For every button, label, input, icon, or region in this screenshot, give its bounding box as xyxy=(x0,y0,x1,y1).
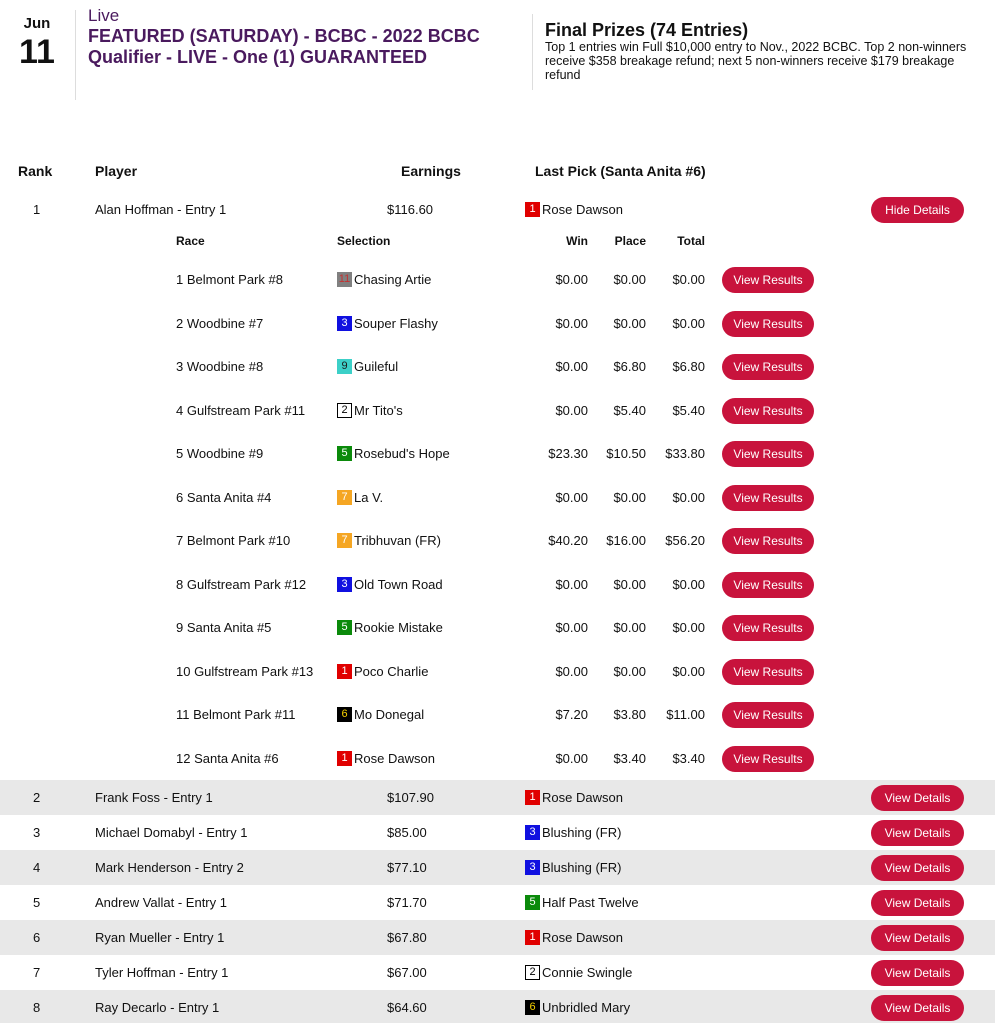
payout-total: $11.00 xyxy=(666,707,705,722)
sub-column-place: Place xyxy=(614,234,646,248)
view-results-button[interactable]: View Results xyxy=(722,659,814,685)
player-name: Mark Henderson - Entry 2 xyxy=(95,860,244,875)
saddle-cloth-badge: 1 xyxy=(525,930,540,945)
race-row xyxy=(0,563,995,607)
payout-win: $7.20 xyxy=(555,707,588,722)
event-status: Live xyxy=(88,6,120,25)
horse-name: Rose Dawson xyxy=(354,750,435,766)
rank: 2 xyxy=(33,790,41,805)
payout-place: $5.40 xyxy=(613,402,646,418)
race-name: 8 Gulfstream Park #12 xyxy=(176,576,307,592)
horse-name: Mo Donegal xyxy=(354,707,425,722)
race-name: 11 Belmont Park #11 xyxy=(176,707,296,722)
view-details-button[interactable]: View Details xyxy=(871,925,964,951)
selection xyxy=(337,737,435,780)
saddle-cloth-badge: 3 xyxy=(525,825,540,840)
horse-name: Half Past Twelve xyxy=(542,895,639,910)
horse-name: Blushing (FR) xyxy=(542,860,622,875)
view-details-button[interactable]: View Details xyxy=(871,785,964,811)
prizes-description: Top 1 entries win Full $10,000 entry to Nov., 2022 BCBC. Top 2 non-winners receive $358 breakage refund; next 5 non-winners receive $179 breakage refund xyxy=(545,40,967,82)
payout-place: $3.80 xyxy=(613,707,646,722)
saddle-cloth-badge: 6 xyxy=(337,707,352,722)
saddle-cloth-badge: 5 xyxy=(337,620,352,635)
payout-win: $0.00 xyxy=(555,359,588,374)
earnings: $64.60 xyxy=(387,1000,427,1015)
column-header-earnings: Earnings xyxy=(401,163,461,179)
sub-column-selection: Selection xyxy=(337,234,391,248)
payout-win: $0.00 xyxy=(555,489,588,505)
selection xyxy=(337,650,428,693)
horse-name: Tribhuvan (FR) xyxy=(354,533,441,548)
race-name: 5 Woodbine #9 xyxy=(176,446,264,461)
view-details-button[interactable]: View Details xyxy=(871,855,964,881)
payout-total: $0.00 xyxy=(672,315,705,331)
horse-name: Rose Dawson xyxy=(542,202,623,217)
earnings: $85.00 xyxy=(387,825,427,840)
selection xyxy=(337,693,424,736)
last-pick xyxy=(525,955,632,990)
event-month: Jun xyxy=(23,15,51,32)
horse-name: Guileful xyxy=(354,359,399,374)
rank: 8 xyxy=(33,1000,41,1015)
payout-place: $3.40 xyxy=(613,750,646,766)
payout-total: $33.80 xyxy=(665,446,705,461)
saddle-cloth-badge: 9 xyxy=(337,359,352,374)
view-results-button[interactable]: View Results xyxy=(722,441,814,467)
earnings: $77.10 xyxy=(387,860,427,875)
event-info xyxy=(88,6,508,68)
column-header-rank: Rank xyxy=(18,163,53,179)
payout-place: $0.00 xyxy=(613,272,646,287)
horse-name: Mr Tito's xyxy=(354,402,403,418)
rank: 6 xyxy=(33,930,41,945)
horse-name: Chasing Artie xyxy=(354,272,432,287)
race-name: 3 Woodbine #8 xyxy=(176,359,264,374)
saddle-cloth-badge: 11 xyxy=(338,273,351,286)
payout-win: $23.30 xyxy=(548,446,588,461)
race-name: 2 Woodbine #7 xyxy=(176,315,264,331)
player-name: Frank Foss - Entry 1 xyxy=(95,790,213,805)
earnings: $67.00 xyxy=(387,965,427,980)
leaderboard-row xyxy=(0,990,995,1023)
horse-name: Blushing (FR) xyxy=(542,825,622,840)
column-header-last-pick: Last Pick (Santa Anita #6) xyxy=(535,163,706,179)
saddle-cloth-badge: 7 xyxy=(337,533,352,548)
saddle-cloth-badge: 2 xyxy=(525,965,540,980)
prizes-info xyxy=(545,20,985,82)
horse-name: Unbridled Mary xyxy=(542,1000,631,1015)
race-name: 9 Santa Anita #5 xyxy=(176,620,272,635)
payout-place: $0.00 xyxy=(613,663,646,679)
horse-name: Rookie Mistake xyxy=(354,620,443,635)
saddle-cloth-badge: 6 xyxy=(525,1000,540,1015)
rank: 1 xyxy=(33,202,41,217)
last-pick xyxy=(525,885,639,920)
race-name: 12 Santa Anita #6 xyxy=(176,750,279,766)
prizes-title: Final Prizes (74 Entries) xyxy=(545,20,749,40)
view-results-button[interactable]: View Results xyxy=(722,267,814,293)
rank: 7 xyxy=(33,965,41,980)
payout-total: $0.00 xyxy=(672,576,705,592)
player-name: Tyler Hoffman - Entry 1 xyxy=(95,965,229,980)
selection xyxy=(337,606,443,649)
view-results-button[interactable]: View Results xyxy=(722,528,814,554)
player-name: Alan Hoffman - Entry 1 xyxy=(95,202,227,217)
payout-place: $0.00 xyxy=(613,576,646,592)
rank: 3 xyxy=(33,825,41,840)
horse-name: Rose Dawson xyxy=(542,790,623,805)
player-name: Ryan Mueller - Entry 1 xyxy=(95,930,225,945)
selection xyxy=(337,302,438,345)
leaderboard-row xyxy=(0,885,995,920)
race-row xyxy=(0,606,995,650)
horse-name: Rosebud's Hope xyxy=(354,446,450,461)
horse-name: Connie Swingle xyxy=(542,965,633,980)
view-results-button[interactable]: View Results xyxy=(722,615,814,641)
payout-win: $40.20 xyxy=(548,533,588,548)
payout-total: $0.00 xyxy=(672,489,705,505)
horse-name: La V. xyxy=(354,489,384,505)
selection xyxy=(337,258,431,301)
saddle-cloth-badge: 1 xyxy=(525,790,540,805)
earnings: $116.60 xyxy=(387,202,434,217)
race-name: 10 Gulfstream Park #13 xyxy=(176,663,314,679)
race-row xyxy=(0,302,995,346)
horse-name: Poco Charlie xyxy=(354,663,429,679)
earnings: $107.90 xyxy=(387,790,434,805)
leaderboard-row xyxy=(0,955,995,990)
last-pick xyxy=(525,850,621,885)
saddle-cloth-badge: 1 xyxy=(337,664,352,679)
view-details-button[interactable]: View Details xyxy=(871,995,964,1021)
header-divider xyxy=(75,10,76,100)
payout-total: $0.00 xyxy=(672,663,705,679)
race-name: 4 Gulfstream Park #11 xyxy=(176,402,306,418)
view-results-button[interactable]: View Results xyxy=(722,485,814,511)
race-row xyxy=(0,345,995,389)
saddle-cloth-badge: 7 xyxy=(337,490,352,505)
race-name: 7 Belmont Park #10 xyxy=(176,533,291,548)
event-header xyxy=(0,0,995,130)
view-results-button[interactable]: View Results xyxy=(722,702,814,728)
rank: 5 xyxy=(33,895,41,910)
selection xyxy=(337,519,441,562)
payout-place: $0.00 xyxy=(613,315,646,331)
column-header-player: Player xyxy=(95,163,138,179)
leaderboard-row xyxy=(0,850,995,885)
saddle-cloth-badge: 5 xyxy=(337,446,352,461)
last-pick xyxy=(525,990,630,1023)
race-row xyxy=(0,432,995,476)
saddle-cloth-badge: 3 xyxy=(337,577,352,592)
last-pick xyxy=(525,192,623,227)
payout-place: $10.50 xyxy=(606,446,646,461)
payout-total: $0.00 xyxy=(672,272,705,287)
player-name: Andrew Vallat - Entry 1 xyxy=(95,895,227,910)
saddle-cloth-badge: 3 xyxy=(337,316,352,331)
saddle-cloth-badge: 1 xyxy=(525,202,540,217)
view-results-button[interactable]: View Results xyxy=(722,398,814,424)
payout-place: $0.00 xyxy=(613,489,646,505)
view-results-button[interactable]: View Results xyxy=(722,746,814,772)
payout-win: $0.00 xyxy=(555,576,588,592)
payout-total: $3.40 xyxy=(672,750,705,766)
payout-win: $0.00 xyxy=(555,315,588,331)
earnings: $67.80 xyxy=(387,930,427,945)
leaderboard-row xyxy=(0,780,995,815)
player-name: Ray Decarlo - Entry 1 xyxy=(95,1000,220,1015)
view-details-button[interactable]: View Details xyxy=(871,960,964,986)
sub-column-race: Race xyxy=(176,234,205,248)
race-row xyxy=(0,258,995,302)
selection xyxy=(337,345,398,388)
last-pick xyxy=(525,780,623,815)
selection xyxy=(337,389,403,432)
header-divider xyxy=(532,14,533,90)
race-name: 1 Belmont Park #8 xyxy=(176,272,283,287)
saddle-cloth-badge: 3 xyxy=(525,860,540,875)
race-row xyxy=(0,650,995,694)
view-results-button[interactable]: View Results xyxy=(722,311,814,337)
player-name: Michael Domabyl - Entry 1 xyxy=(95,825,248,840)
leaderboard-row xyxy=(0,815,995,850)
leaderboard-row-expanded xyxy=(0,192,995,227)
sub-column-win: Win xyxy=(566,234,588,248)
payout-place: $6.80 xyxy=(613,359,646,374)
view-results-button[interactable]: View Results xyxy=(722,354,814,380)
selection xyxy=(337,432,450,475)
leaderboard-row xyxy=(0,920,995,955)
selection xyxy=(337,476,383,519)
race-row xyxy=(0,737,995,781)
race-row xyxy=(0,476,995,520)
payout-win: $0.00 xyxy=(555,272,588,287)
payout-total: $5.40 xyxy=(672,402,705,418)
payout-total: $0.00 xyxy=(672,620,705,635)
payout-place: $0.00 xyxy=(613,620,646,635)
race-row xyxy=(0,389,995,433)
payout-win: $0.00 xyxy=(555,620,588,635)
sub-column-total: Total xyxy=(677,234,705,248)
saddle-cloth-badge: 2 xyxy=(337,403,352,418)
race-row xyxy=(0,693,995,737)
saddle-cloth-badge: 1 xyxy=(337,751,352,766)
horse-name: Old Town Road xyxy=(354,576,443,592)
payout-total: $6.80 xyxy=(672,359,705,374)
event-day: 11 xyxy=(19,33,55,71)
selection xyxy=(337,563,443,606)
event-title: FEATURED (SATURDAY) - BCBC - 2022 BCBC Qualifier - LIVE - One (1) GUARANTEED xyxy=(88,26,480,67)
last-pick xyxy=(525,920,623,955)
earnings: $71.70 xyxy=(387,895,427,910)
payout-win: $0.00 xyxy=(555,663,588,679)
view-details-button[interactable]: View Details xyxy=(871,890,964,916)
race-name: 6 Santa Anita #4 xyxy=(176,489,272,505)
view-results-button[interactable]: View Results xyxy=(722,572,814,598)
view-details-button[interactable]: View Details xyxy=(871,820,964,846)
race-row xyxy=(0,519,995,563)
payout-place: $16.00 xyxy=(606,533,646,548)
horse-name: Rose Dawson xyxy=(542,930,623,945)
hide-details-button[interactable]: Hide Details xyxy=(871,197,964,223)
saddle-cloth-badge: 5 xyxy=(525,895,540,910)
last-pick xyxy=(525,815,621,850)
payout-win: $0.00 xyxy=(555,750,588,766)
rank: 4 xyxy=(33,860,41,875)
horse-name: Souper Flashy xyxy=(354,315,438,331)
event-date xyxy=(12,15,62,71)
payout-win: $0.00 xyxy=(555,402,588,418)
payout-total: $56.20 xyxy=(665,533,705,548)
